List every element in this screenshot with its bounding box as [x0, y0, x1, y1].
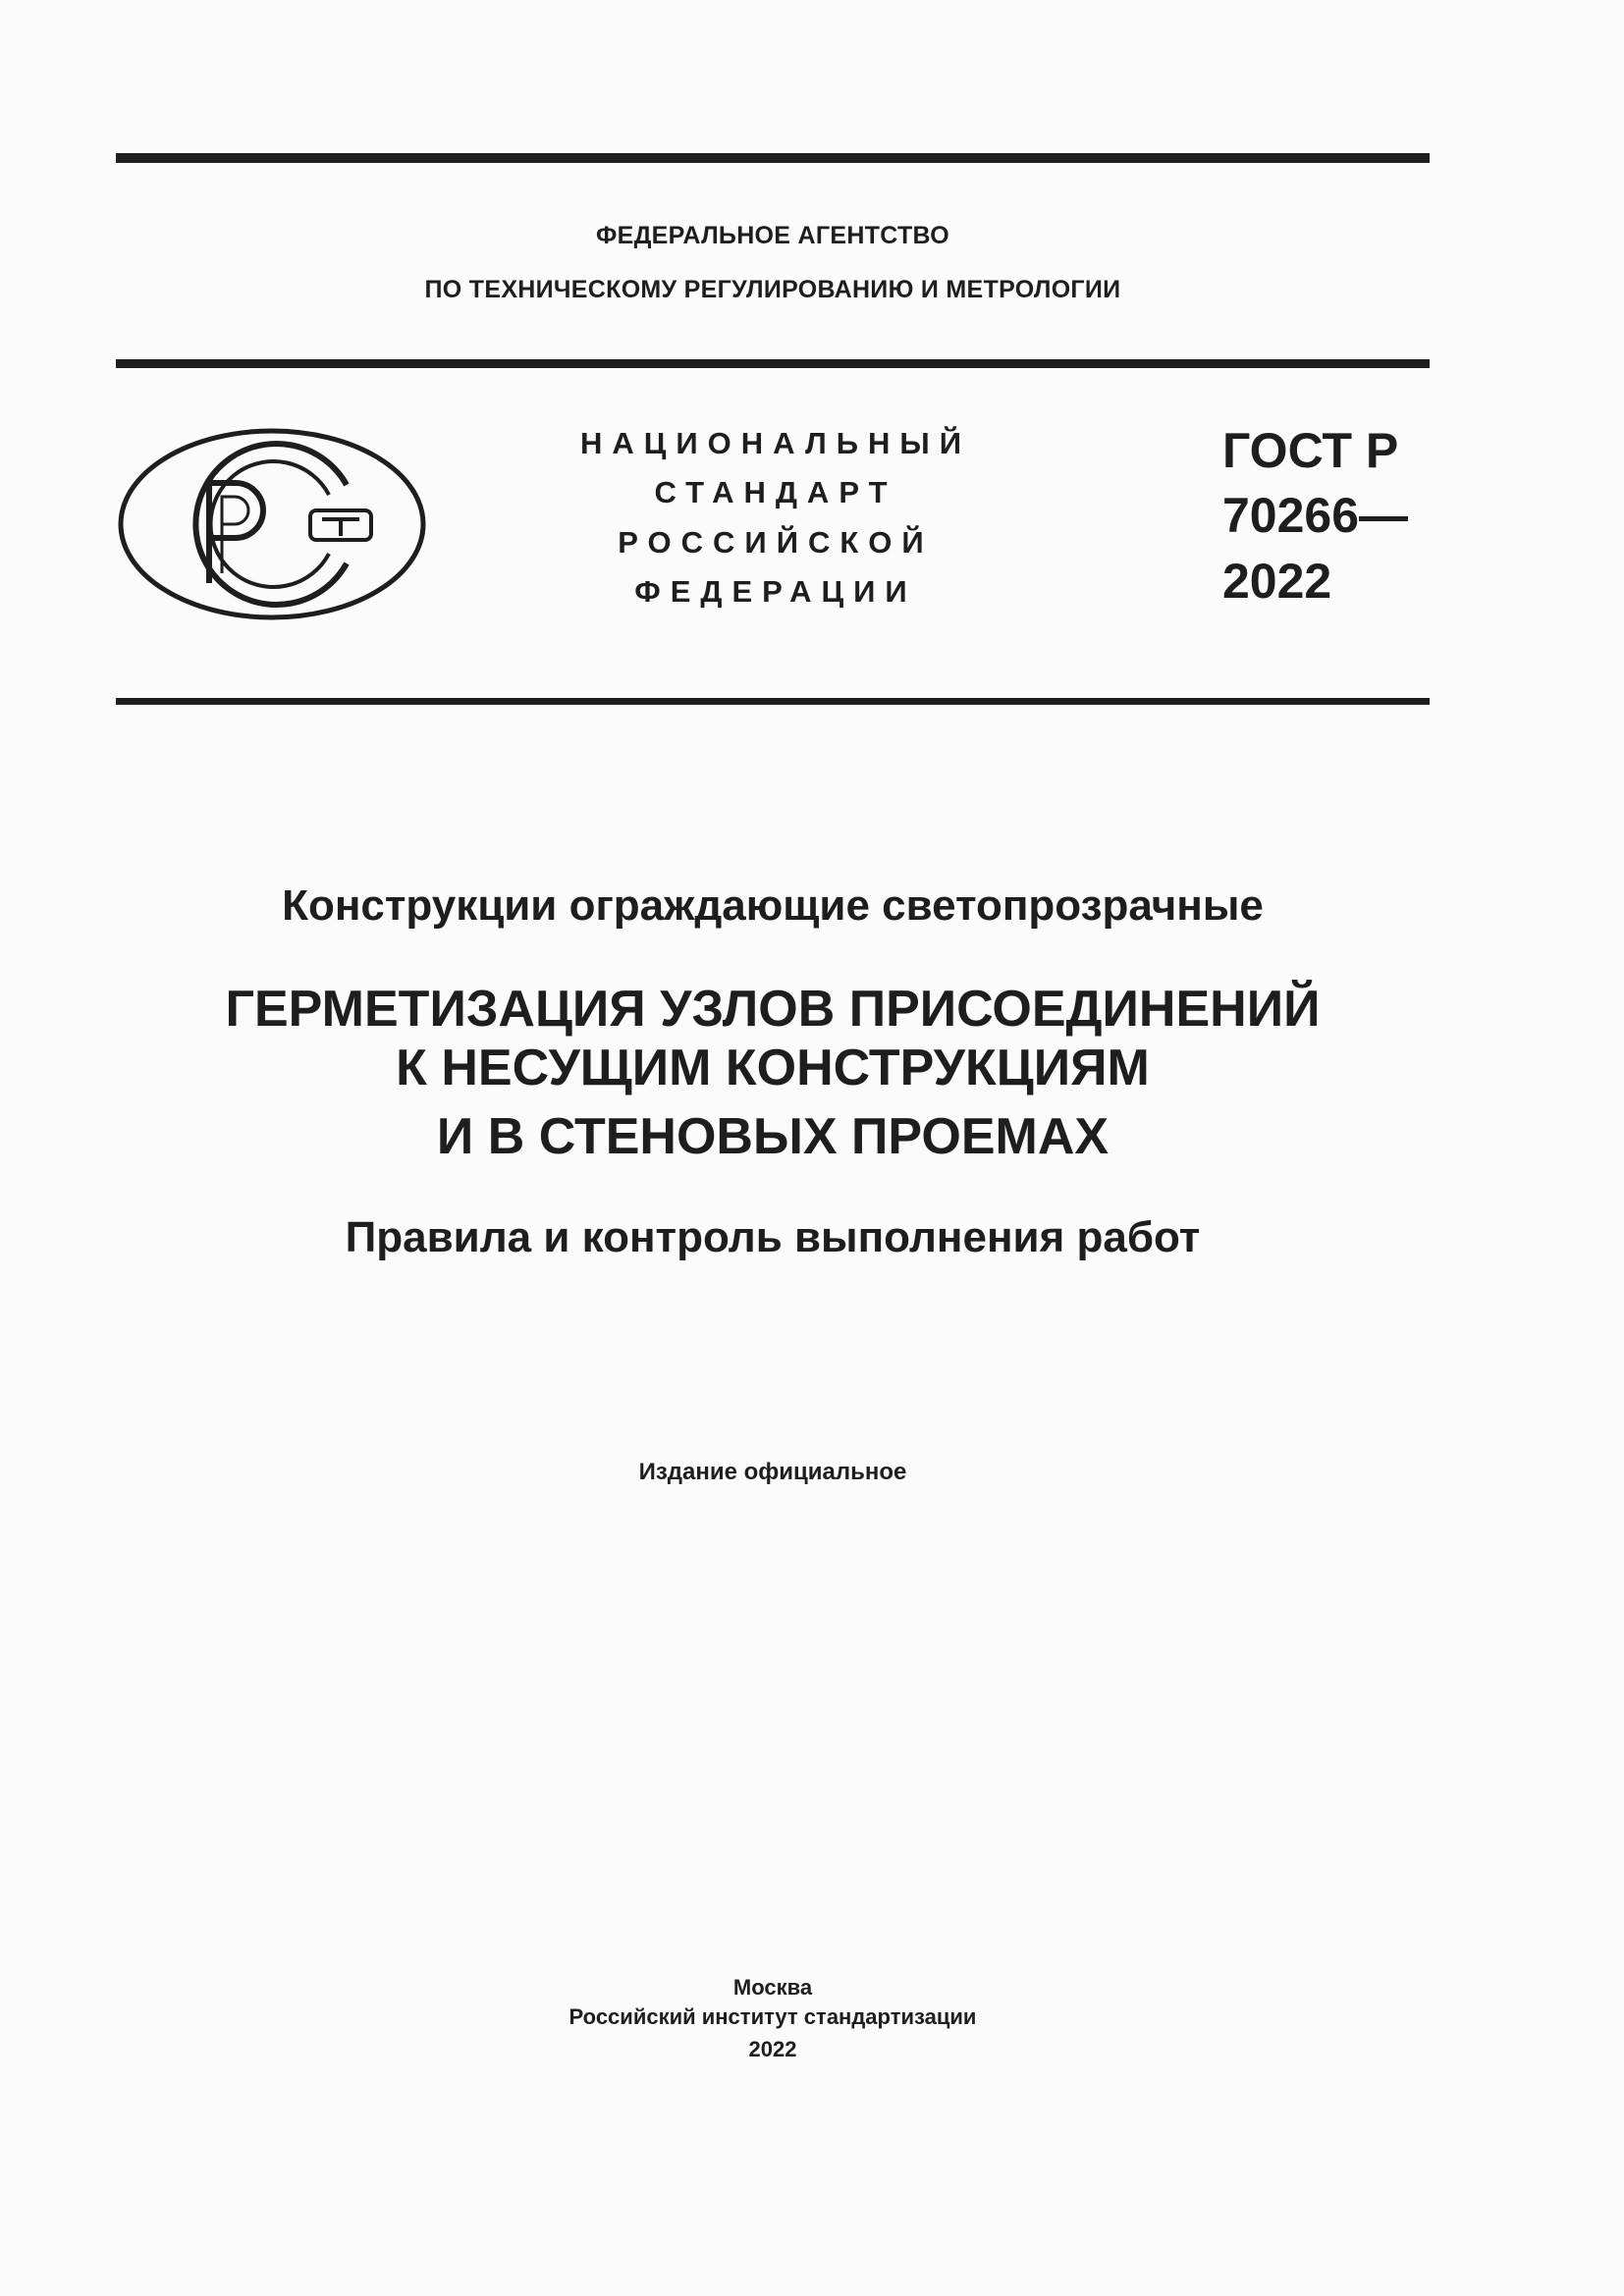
standard-type-line-2: СТАНДАРТ	[654, 475, 897, 509]
document-title-line-1: ГЕРМЕТИЗАЦИЯ УЗЛОВ ПРИСОЕДИНЕНИЙ	[225, 981, 1321, 1038]
middle-rule	[116, 359, 1430, 368]
standard-type-line-1: НАЦИОНАЛЬНЫЙ	[579, 426, 972, 460]
top-rule	[116, 153, 1430, 163]
edition-label: Издание официальное	[638, 1459, 907, 1485]
designation-line-3: 2022	[1222, 554, 1332, 609]
document-subtitle-top: Конструкции ограждающие светопрозрачные	[282, 881, 1264, 930]
document-title-line-3: И В СТЕНОВЫХ ПРОЕМАХ	[436, 1108, 1110, 1165]
designation-line-2: 70266—	[1222, 488, 1409, 543]
document-subtitle-bottom: Правила и контроль выполнения работ	[345, 1213, 1201, 1261]
agency-name-line-2: ПО ТЕХНИЧЕСКОМУ РЕГУЛИРОВАНИЮ И МЕТРОЛОГИИ	[424, 276, 1121, 303]
lower-rule	[116, 698, 1430, 705]
rst-certification-mark-icon	[116, 426, 428, 622]
document-title-line-2: К НЕСУЩИМ КОНСТРУКЦИЯМ	[396, 1040, 1150, 1096]
designation-line-1: ГОСТ Р	[1222, 423, 1399, 478]
standard-type-line-4: ФЕДЕРАЦИИ	[634, 574, 917, 609]
standard-type-line-3: РОССИЙСКОЙ	[618, 525, 934, 560]
imprint-publisher: Российский институт стандартизации	[568, 2004, 977, 2029]
imprint-year: 2022	[748, 2037, 797, 2061]
agency-name-line-1: ФЕДЕРАЛЬНОЕ АГЕНТСТВО	[595, 222, 950, 249]
imprint-city: Москва	[732, 1975, 813, 2000]
